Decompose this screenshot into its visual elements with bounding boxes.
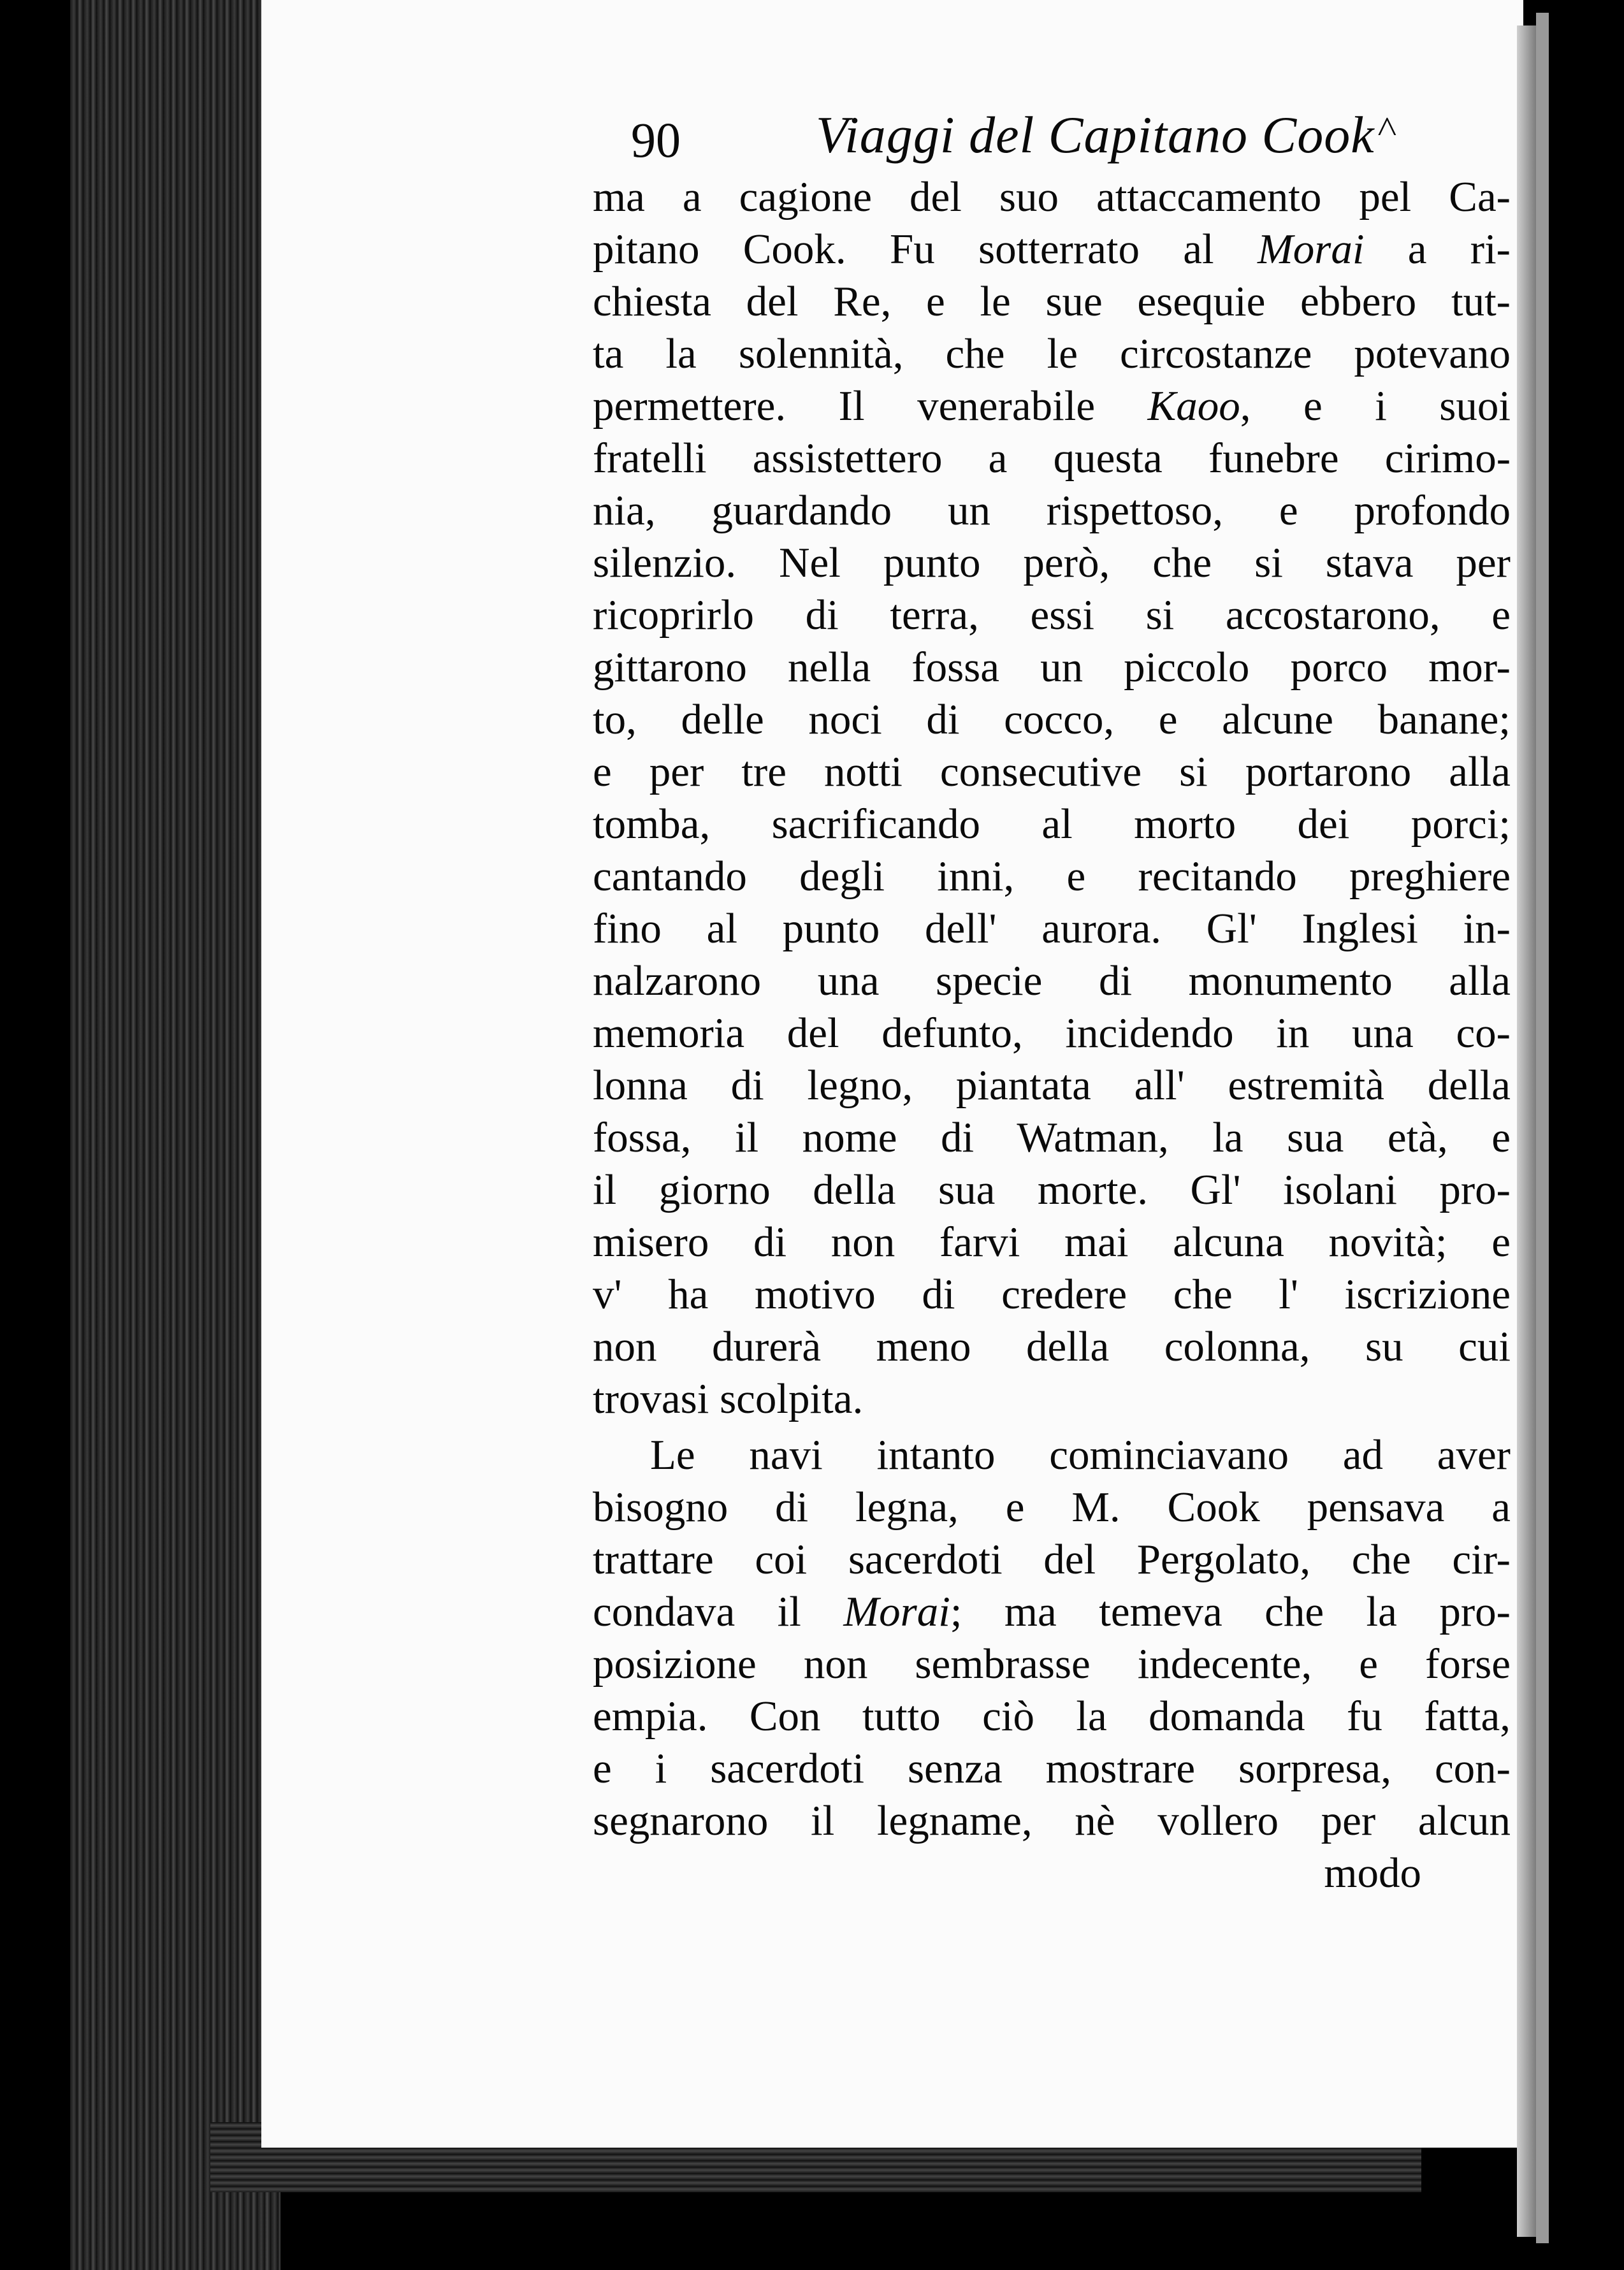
text-line: silenzio. Nel punto però, che si stava per	[593, 539, 1511, 586]
gutter-highlight	[1536, 13, 1549, 2243]
scan-border-right	[1549, 0, 1624, 2270]
text-line: posizione non sembrasse indecente, e forse	[593, 1640, 1511, 1688]
text-line: misero di non farvi mai alcuna novità; e	[593, 1218, 1511, 1266]
italic-term: Kaoo	[1147, 382, 1240, 430]
text-line: il giorno della sua morte. Gl' isolani pro-	[593, 1166, 1511, 1213]
catchword: modo	[1324, 1849, 1421, 1897]
text-line: Le navi intanto cominciavano ad aver	[650, 1431, 1511, 1478]
page-number: 90	[631, 112, 681, 168]
text-line: to, delle noci di cocco, e alcune banane;	[593, 696, 1511, 743]
text-line: e i sacerdoti senza mostrare sorpresa, con-	[593, 1745, 1511, 1792]
text-line: bisogno di legna, e M. Cook pensava a	[593, 1484, 1511, 1531]
text-line: lonna di legno, piantata all' estremità della	[593, 1062, 1511, 1109]
text-line: cantando degli inni, e recitando preghiere	[593, 853, 1511, 900]
text-line: fossa, il nome di Watman, la sua età, e	[593, 1114, 1511, 1161]
header-ink-mark: ˄	[1377, 106, 1398, 147]
text-line: pitano Cook. Fu sotterrato al Morai a ri-	[593, 226, 1511, 273]
text-line: nia, guardando un rispettoso, e profondo	[593, 487, 1511, 534]
text-line: memoria del defunto, incidendo in una co-	[593, 1009, 1511, 1057]
text-line: fino al punto dell' aurora. Gl' Inglesi in-	[593, 905, 1511, 952]
body-text	[593, 171, 1511, 1899]
text-line: trovasi scolpita.	[593, 1375, 864, 1422]
text-line: chiesta del Re, e le sue esequie ebbero tut-	[593, 278, 1511, 325]
text-line: ricoprirlo di terra, essi si accostarono, e	[593, 591, 1511, 639]
text-line: nalzarono una specie di monumento alla	[593, 957, 1511, 1004]
text-line: empia. Con tutto ciò la domanda fu fatta,	[593, 1693, 1511, 1740]
text-line: ma a cagione del suo attaccamento pel Ca-	[593, 173, 1511, 220]
italic-term: Morai	[1257, 226, 1365, 273]
text-line: trattare coi sacerdoti del Pergolato, che cir-	[593, 1536, 1511, 1583]
italic-term: Morai	[843, 1588, 950, 1635]
text-line: fratelli assistettero a questa funebre cirimo-	[593, 435, 1511, 482]
running-title: Viaggi del Capitano Cook	[816, 106, 1375, 164]
book-fore-edge	[70, 0, 280, 2270]
text-line: e per tre notti consecutive si portarono alla	[593, 748, 1511, 795]
text-line: ta la solennità, che le circostanze potevano	[593, 330, 1511, 377]
text-line: condava il Morai; ma temeva che la pro-	[593, 1588, 1511, 1635]
page-header	[631, 106, 1434, 175]
text-line: segnarono il legname, nè vollero per alcun	[593, 1797, 1511, 1844]
text-line: gittarono nella fossa un piccolo porco mor-	[593, 644, 1511, 691]
text-line: permettere. Il venerabile Kaoo, e i suoi	[593, 382, 1511, 430]
text-line: tomba, sacrificando al morto dei porci;	[593, 800, 1511, 848]
text-line: v' ha motivo di credere che l' iscrizione	[593, 1271, 1511, 1318]
text-line: non durerà meno della colonna, su cui	[593, 1323, 1511, 1370]
